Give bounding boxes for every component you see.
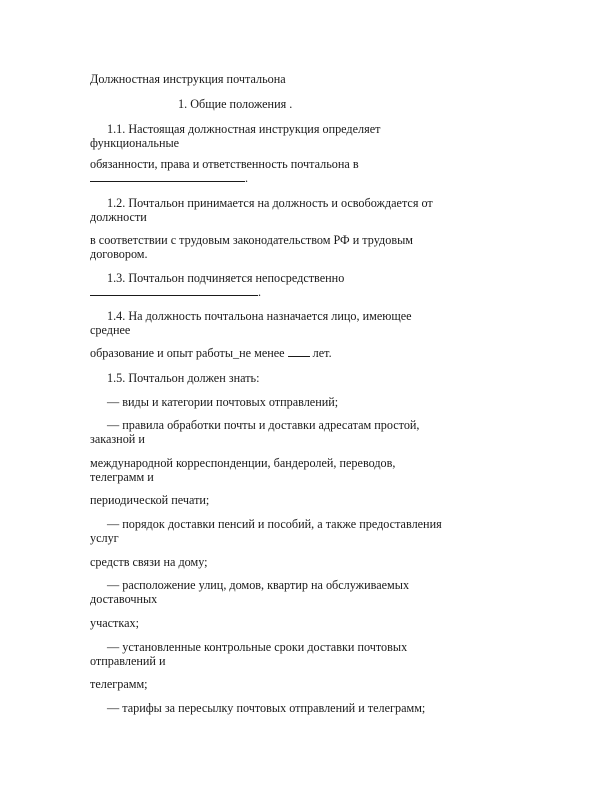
fill-in-blank bbox=[90, 285, 258, 296]
section-heading: 1. Общие положения . bbox=[178, 97, 293, 111]
list-item-2-line-4: телеграмм и bbox=[90, 470, 154, 484]
clause-1-1-line-3: обязанности, права и ответственность почтальона в bbox=[90, 157, 359, 171]
clause-1-4-text-before-blank: образование и опыт работы_не менее bbox=[90, 346, 285, 360]
list-item-4-line-2: доставочных bbox=[90, 592, 158, 606]
list-item-5-line-2: отправлений и bbox=[90, 654, 166, 668]
list-item-5-line-1: — установленные контрольные сроки доставки почтовых bbox=[107, 640, 408, 654]
list-item-3-line-2: услуг bbox=[90, 531, 119, 545]
clause-1-1-line-1: 1.1. Настоящая должностная инструкция определяет bbox=[107, 122, 381, 136]
list-item-3-line-1: — порядок доставки пенсий и пособий, а также предоставления bbox=[107, 517, 442, 531]
clause-1-4-line-2: среднее bbox=[90, 323, 131, 337]
list-item-4-line-1: — расположение улиц, домов, квартир на обслуживаемых bbox=[107, 578, 410, 592]
list-item-4-line-3: участках; bbox=[90, 616, 139, 630]
document-title: Должностная инструкция почтальона bbox=[90, 72, 286, 86]
clause-1-3-line-1: 1.3. Почтальон подчиняется непосредственно bbox=[107, 271, 345, 285]
clause-1-4-text-after-blank: лет. bbox=[312, 346, 332, 360]
period: . bbox=[245, 171, 249, 185]
clause-1-2-line-2: должности bbox=[90, 210, 147, 224]
list-item-2-line-5: периодической печати; bbox=[90, 493, 210, 507]
clause-1-5-intro: 1.5. Почтальон должен знать: bbox=[107, 371, 260, 385]
clause-1-4-line-3 bbox=[90, 346, 332, 360]
clause-1-1-line-2: функциональные bbox=[90, 136, 180, 150]
list-item-1: — виды и категории почтовых отправлений; bbox=[107, 395, 339, 409]
clause-1-1-blank-line bbox=[90, 171, 248, 185]
clause-1-2-line-3: в соответствии с трудовым законодательством РФ и трудовым bbox=[90, 233, 413, 247]
clause-1-3-blank-line bbox=[90, 285, 261, 299]
period: . bbox=[258, 285, 262, 299]
fill-in-blank bbox=[288, 346, 310, 357]
list-item-2-line-3: международной корреспонденции, бандеролей, переводов, bbox=[90, 456, 396, 470]
clause-1-4-line-1: 1.4. На должность почтальона назначается лицо, имеющее bbox=[107, 309, 412, 323]
clause-1-2-line-1: 1.2. Почтальон принимается на должность и освобождается от bbox=[107, 196, 433, 210]
clause-1-2-line-4: договором. bbox=[90, 247, 148, 261]
list-item-2-line-1: — правила обработки почты и доставки адресатам простой, bbox=[107, 418, 420, 432]
list-item-5-line-3: телеграмм; bbox=[90, 677, 148, 691]
list-item-6: — тарифы за пересылку почтовых отправлений и телеграмм; bbox=[107, 701, 426, 715]
fill-in-blank bbox=[90, 171, 245, 182]
list-item-2-line-2: заказной и bbox=[90, 432, 145, 446]
list-item-3-line-3: средств связи на дому; bbox=[90, 555, 208, 569]
